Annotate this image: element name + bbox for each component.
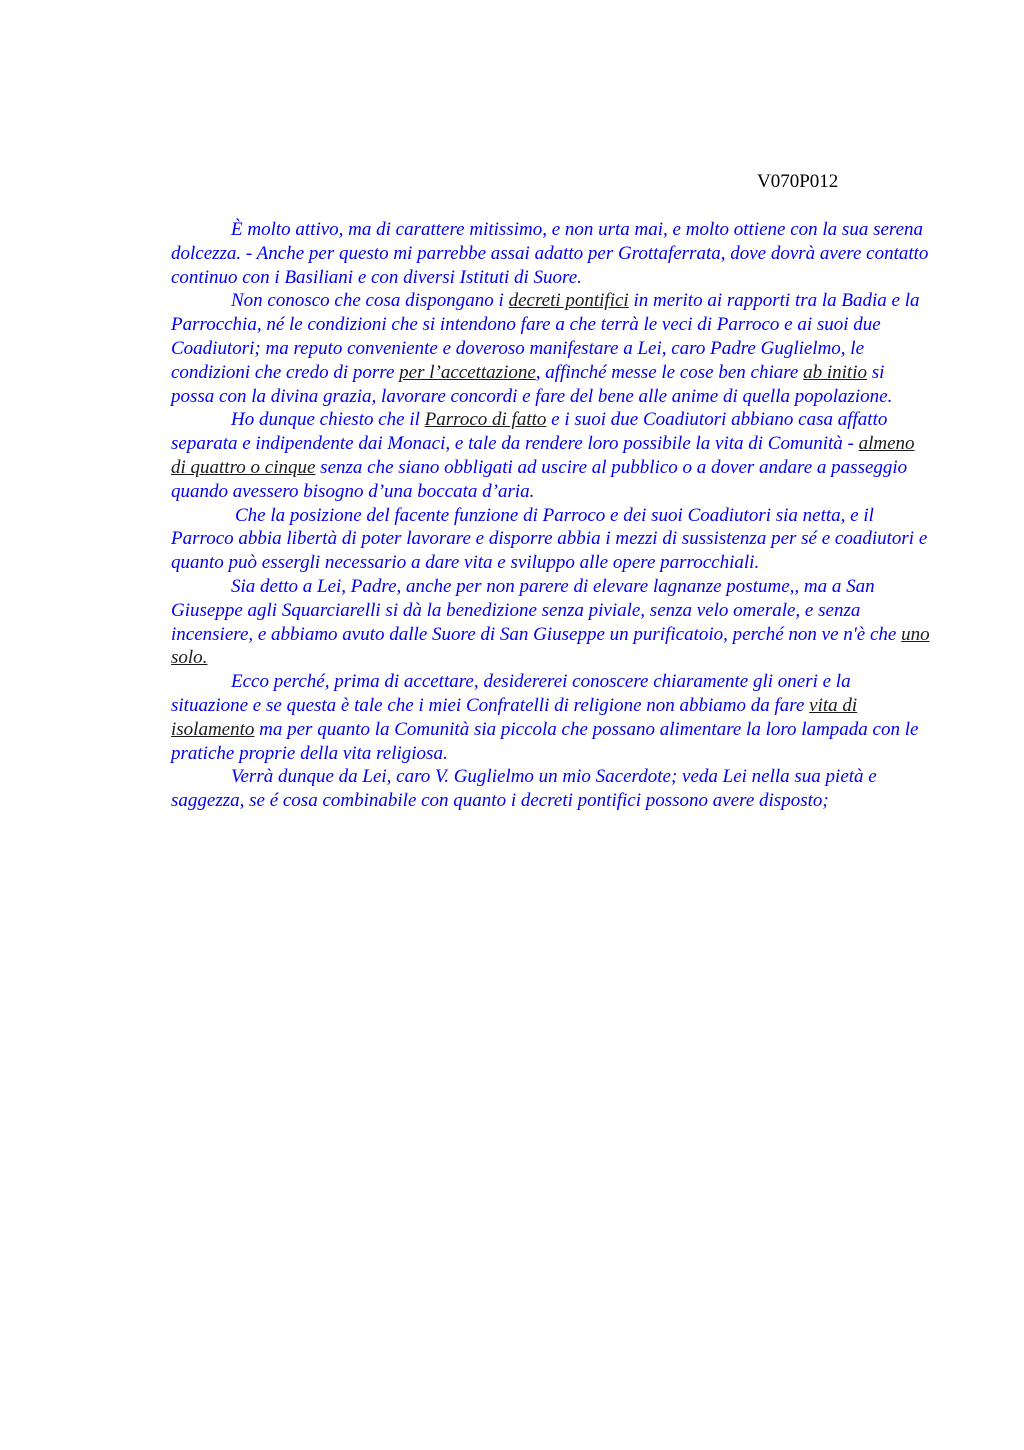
underlined-phrase: Parroco di fatto <box>424 409 547 431</box>
paragraph <box>171 575 931 670</box>
text-segment: Non conosco che cosa dispongano i <box>231 290 509 312</box>
text-segment: Che la posizione del facente funzione di Parroco e dei suoi Coadiutori sia netta, e il Parroco abbia libertà di poter lavorare e disporre abbia i mezzi di sussistenza per sé e coadiutori e quanto può essergli necessario a dare vita e sviluppo alle opere parrocchiali. <box>171 504 928 574</box>
underlined-phrase: vita di isolamento <box>171 694 858 740</box>
underlined-phrase: per l’accettazione <box>399 361 536 383</box>
text-segment: senza che siano obbligati ad uscire al pubblico o a dover andare a passeggio quando avessero bisogno d’una boccata d’aria. <box>171 456 908 502</box>
underlined-phrase: decreti pontifici <box>508 290 629 312</box>
text-segment: , affinché messe le cose ben chiare <box>535 361 804 383</box>
text-segment: ma per quanto la Comunità sia piccola che possano alimentare la loro lampada con le pratiche proprie della vita religiosa. <box>171 718 919 764</box>
text-segment: È molto attivo, ma di carattere mitissimo, e non urta mai, e molto ottiene con la sua serena dolcezza. - Anche per questo mi parrebbe assai adatto per Grottaferrata, dove dovrà avere contatto continuo con i Basiliani e con diversi Istituti di Suore. <box>171 219 929 288</box>
text-segment: in merito ai rapporti tra la Badia e la Parrocchia, né le condizioni che si intendono fare a che terrà le veci di Parroco e ai suoi due Coadiutori; ma reputo conveniente e doveroso manifestare a Lei, caro Padre Guglielmo, le condizioni che credo di porre <box>171 290 920 383</box>
paragraph <box>171 408 931 503</box>
underlined-phrase: ab initio <box>803 361 867 383</box>
text-segment: Verrà dunque da Lei, caro V. Guglielmo un mio Sacerdote; veda Lei nella sua pietà e saggezza, se é cosa combinabile con quanto i decreti pontifici possono avere disposto; <box>171 766 877 812</box>
underlined-phrase: almeno di quattro o cinque <box>171 433 915 478</box>
text-segment: Sia detto a Lei, Padre, anche per non parere di elevare lagnanze postume,, ma a San Giuseppe agli Squarciarelli si dà la benedizione senza piviale, senza velo omerale, e senza incensiere, e abbiamo avuto dalle Suore di San Giuseppe un purificatoio, perché non ve n'è che <box>171 575 902 645</box>
text-segment: e i suoi due Coadiutori abbiano casa affatto separata e indipendente dai Monaci, e tale da rendere loro possibile la vita di Comunità - <box>171 409 888 455</box>
text-segment: Ecco perché, prima di accettare, desidererei conoscere chiaramente gli oneri e la situazione e se questa è tale che i miei Confratelli di religione non abbiamo da fare <box>171 671 851 716</box>
paragraph <box>171 670 931 765</box>
paragraph <box>171 289 931 408</box>
paragraph <box>171 765 931 813</box>
text-segment: Ho dunque chiesto che il <box>231 409 425 431</box>
paragraph <box>171 504 931 575</box>
letter-body <box>171 218 931 813</box>
text-segment: si possa con la divina grazia, lavorare concordi e fare del bene alle anime di quella popolazione. <box>171 361 893 407</box>
underlined-phrase: uno solo. <box>171 623 930 669</box>
paragraph <box>171 218 931 289</box>
page-code: V070P012 <box>757 171 839 192</box>
